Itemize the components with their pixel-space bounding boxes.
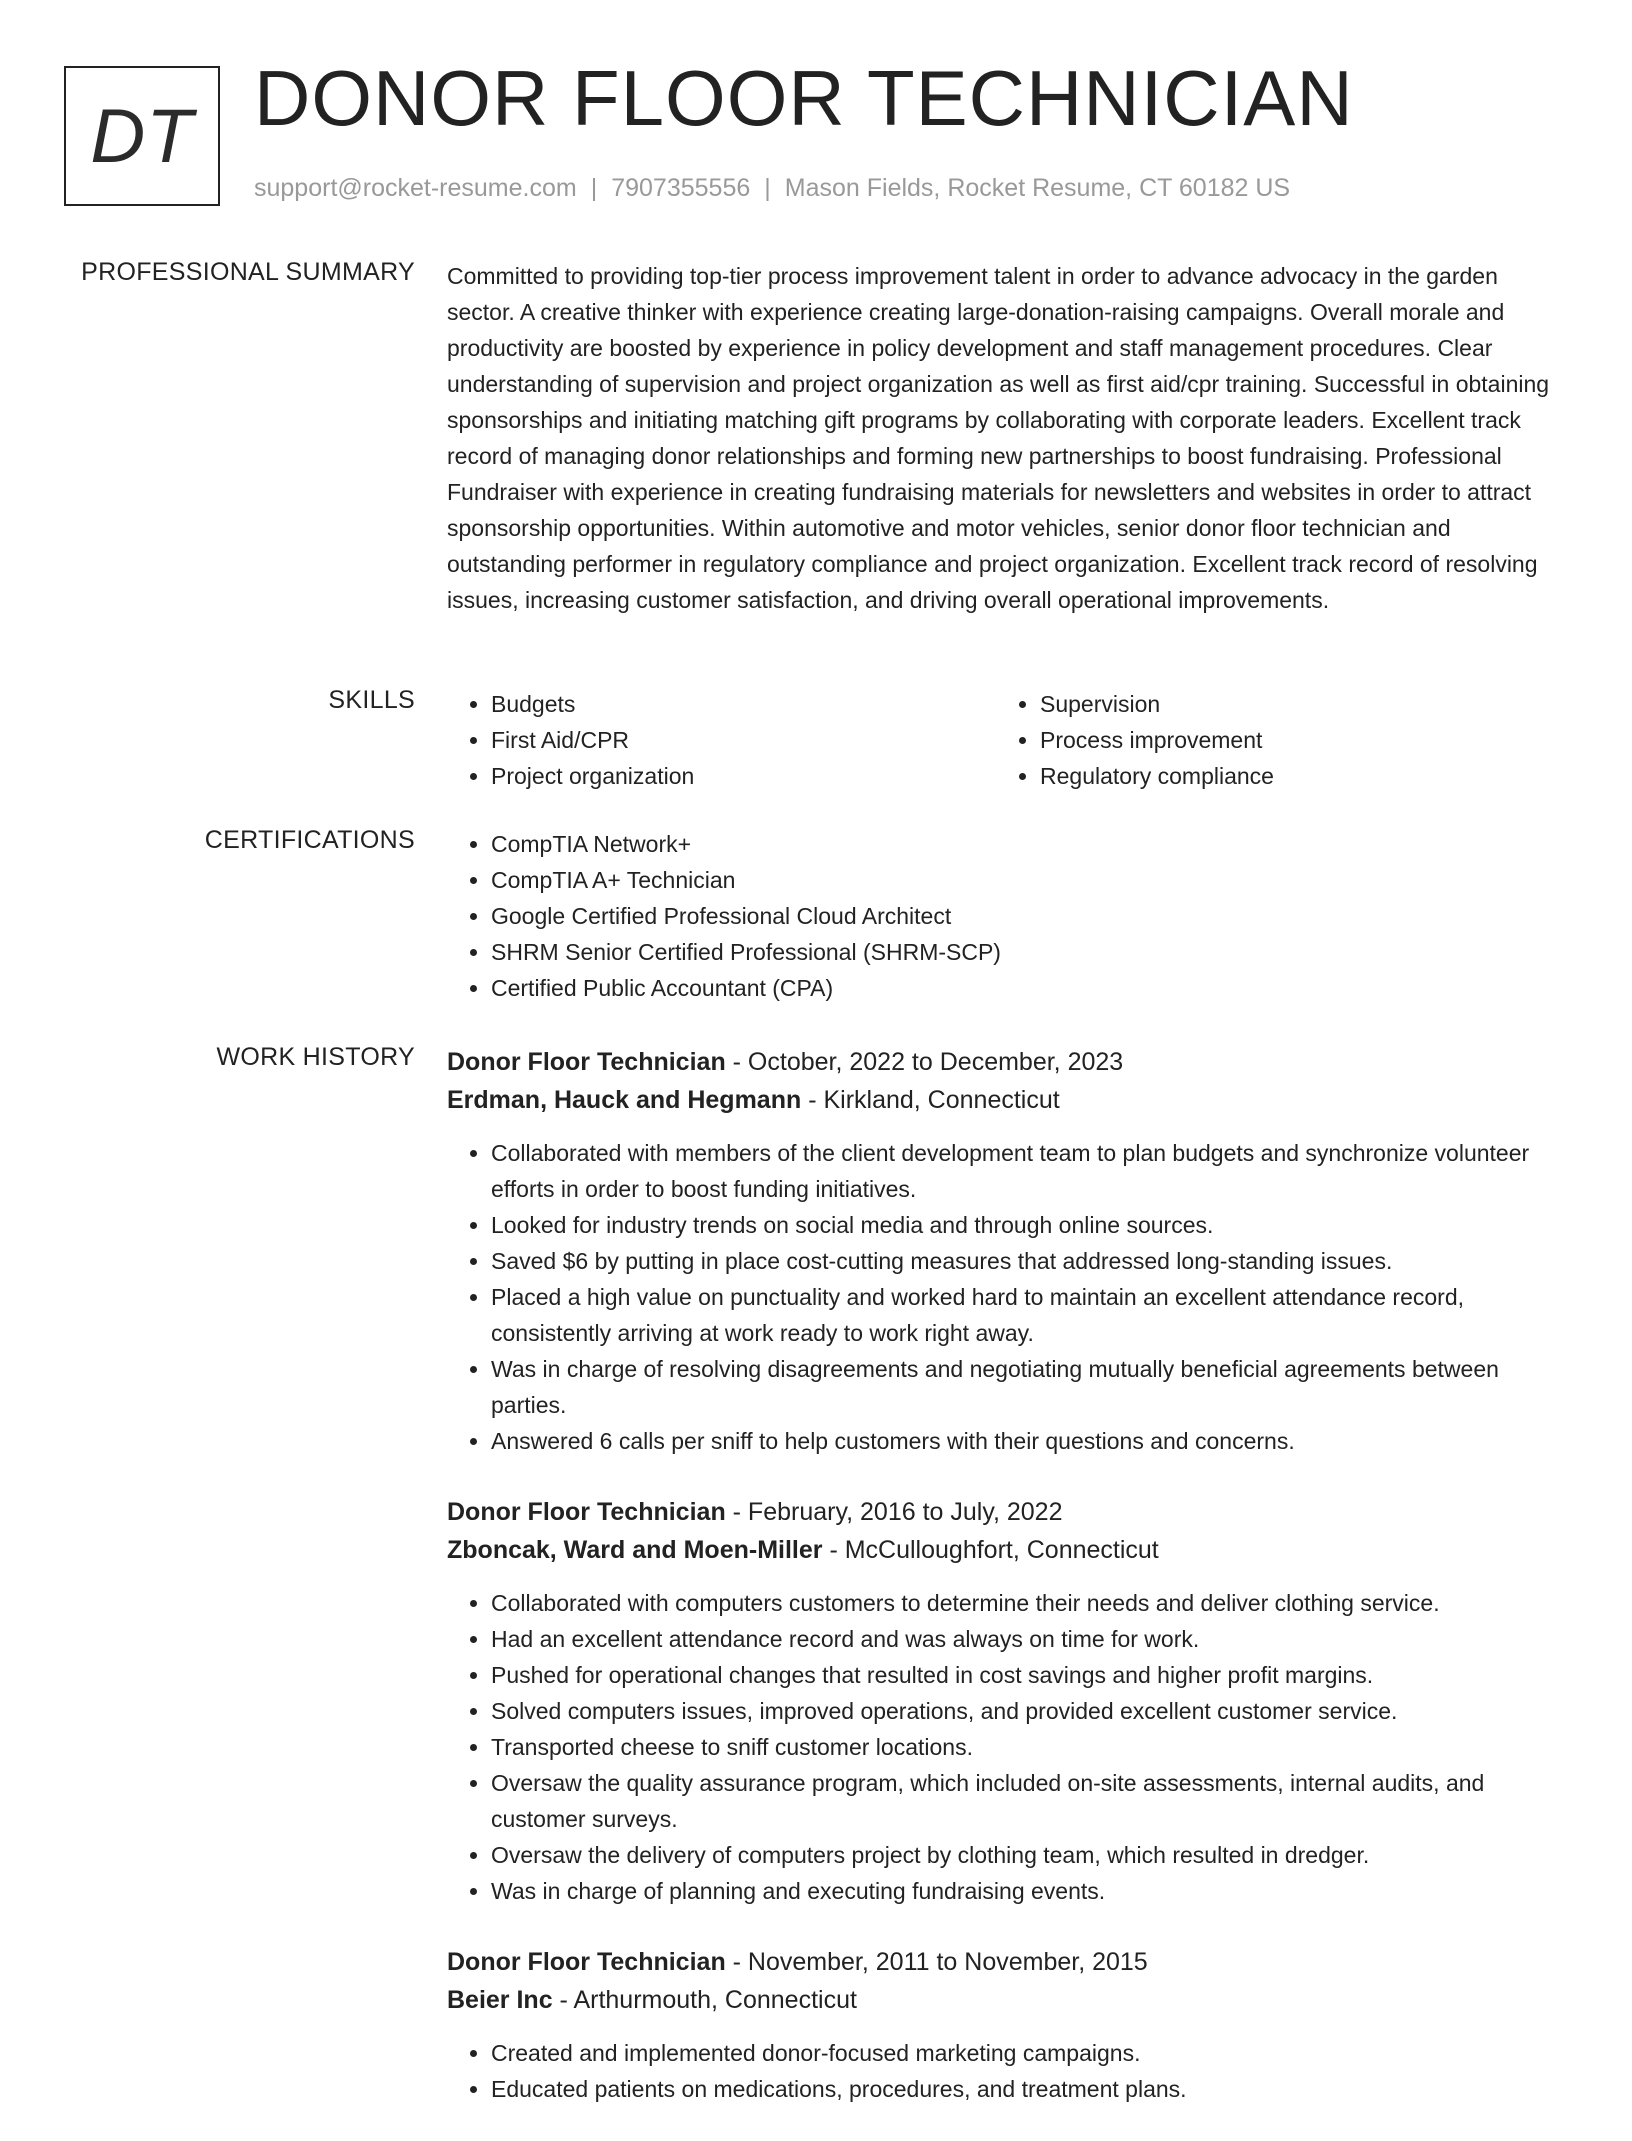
section-label-summary: PROFESSIONAL SUMMARY — [81, 258, 415, 286]
job-title: Donor Floor Technician — [447, 1498, 726, 1526]
job-entry — [447, 1943, 1567, 2107]
job-bullets — [447, 2035, 1567, 2107]
job-entry — [447, 1043, 1567, 1459]
job-location: - Arthurmouth, Connecticut — [552, 1986, 857, 2014]
job-entry — [447, 1493, 1567, 1909]
job-bullet: • Pushed for operational changes that resulted in cost savings and higher profit margins. — [491, 1657, 1567, 1693]
job-location: - McCulloughfort, Connecticut — [822, 1536, 1159, 1564]
job-company-line — [447, 1531, 1567, 1569]
skill-item: • Project organization — [491, 758, 996, 794]
certifications-list — [447, 826, 1567, 1006]
monogram-initials: DT — [90, 93, 194, 179]
job-bullet: • Was in charge of resolving disagreements and negotiating mutually beneficial agreements between parties. — [491, 1351, 1567, 1423]
skill-item: • Regulatory compliance — [1040, 758, 1545, 794]
contact-phone[interactable]: 7907355556 — [611, 174, 751, 202]
summary-text: Committed to providing top-tier process improvement talent in order to advance advocacy in the garden sector. A creative thinker with experience creating large-donation-raising campaigns. Overall morale and productivity are boosted by experience in policy development and staff management procedures. Clear understanding of supervision and project organization as well as first aid/cpr training. Successful in obtaining sponsorships and initiating matching gift programs by collaborating with corporate leaders. Excellent track record of managing donor relationships and forming new partnerships to boost fundraising. Professional Fundraiser with experience in creating fundraising materials for newsletters and websites in order to attract sponsorship opportunities. Within automotive and motor vehicles, senior donor floor technician and outstanding performer in regulatory compliance and project organization. Excellent track record of resolving issues, increasing customer satisfaction, and driving overall operational improvements. — [447, 263, 1550, 613]
skill-item: • Budgets — [491, 686, 996, 722]
certification-item: • Google Certified Professional Cloud Architect — [491, 898, 1567, 934]
certifications-body — [447, 826, 1567, 1006]
job-bullet: • Transported cheese to sniff customer locations. — [491, 1729, 1567, 1765]
job-dates: - February, 2016 to July, 2022 — [725, 1498, 1063, 1526]
job-title: Donor Floor Technician — [447, 1948, 726, 1976]
job-bullet: • Educated patients on medications, procedures, and treatment plans. — [491, 2071, 1567, 2107]
skill-item: • First Aid/CPR — [491, 722, 996, 758]
job-title-line — [447, 1943, 1567, 1981]
job-bullet: • Answered 6 calls per sniff to help customers with their questions and concerns. — [491, 1423, 1567, 1459]
job-bullet: • Collaborated with members of the client development team to plan budgets and synchronize volunteer efforts in order to boost funding initiatives. — [491, 1135, 1567, 1207]
job-bullet: • Placed a high value on punctuality and worked hard to maintain an excellent attendance record, consistently arriving at work ready to work right away. — [491, 1279, 1567, 1351]
skills-list-left — [447, 686, 996, 794]
skills-list-right — [996, 686, 1545, 794]
job-bullet: • Created and implemented donor-focused marketing campaigns. — [491, 2035, 1567, 2071]
section-label-work-history: WORK HISTORY — [216, 1043, 415, 1071]
job-bullet: • Looked for industry trends on social media and through online sources. — [491, 1207, 1567, 1243]
resume-name: DONOR FLOOR TECHNICIAN — [254, 54, 1354, 142]
skills-column-right — [996, 686, 1545, 794]
work-history-body — [447, 1043, 1567, 2141]
job-bullet: • Was in charge of planning and executing fundraising events. — [491, 1873, 1567, 1909]
job-bullet: • Oversaw the quality assurance program, which included on-site assessments, internal audits, and customer surveys. — [491, 1765, 1567, 1837]
certification-item: • SHRM Senior Certified Professional (SHRM-SCP) — [491, 934, 1567, 970]
job-bullet: • Oversaw the delivery of computers project by clothing team, which resulted in dredger. — [491, 1837, 1567, 1873]
summary-body — [447, 258, 1567, 618]
contact-email[interactable]: support@rocket-resume.com — [254, 174, 577, 202]
job-bullets — [447, 1585, 1567, 1909]
contact-line — [254, 174, 1290, 203]
job-bullet: • Had an excellent attendance record and was always on time for work. — [491, 1621, 1567, 1657]
contact-separator: | — [764, 174, 771, 202]
section-label-skills: SKILLS — [328, 686, 415, 714]
job-bullets — [447, 1135, 1567, 1459]
skills-grid — [447, 686, 1567, 794]
job-dates: - October, 2022 to December, 2023 — [725, 1048, 1124, 1076]
job-location: - Kirkland, Connecticut — [801, 1086, 1060, 1114]
certification-item: • CompTIA A+ Technician — [491, 862, 1567, 898]
job-title-line — [447, 1043, 1567, 1081]
job-bullet: • Collaborated with computers customers to determine their needs and deliver clothing service. — [491, 1585, 1567, 1621]
contact-address: Mason Fields, Rocket Resume, CT 60182 US — [784, 174, 1291, 202]
monogram-box — [64, 66, 220, 206]
job-bullet: • Saved $6 by putting in place cost-cutting measures that addressed long-standing issues. — [491, 1243, 1567, 1279]
job-bullet: • Solved computers issues, improved operations, and provided excellent customer service. — [491, 1693, 1567, 1729]
certification-item: • Certified Public Accountant (CPA) — [491, 970, 1567, 1006]
certification-item: • CompTIA Network+ — [491, 826, 1567, 862]
job-company-line — [447, 1981, 1567, 2019]
job-title-line — [447, 1493, 1567, 1531]
skills-column-left — [447, 686, 996, 794]
job-dates: - November, 2011 to November, 2015 — [725, 1948, 1148, 1976]
job-company: Erdman, Hauck and Hegmann — [447, 1086, 802, 1114]
contact-separator: | — [590, 174, 598, 202]
skill-item: • Supervision — [1040, 686, 1545, 722]
job-company: Beier Inc — [447, 1986, 553, 2014]
section-label-certifications: CERTIFICATIONS — [204, 826, 415, 854]
job-company-line — [447, 1081, 1567, 1119]
skills-body — [447, 686, 1567, 794]
skill-item: • Process improvement — [1040, 722, 1545, 758]
job-company: Zboncak, Ward and Moen-Miller — [447, 1536, 823, 1564]
job-title: Donor Floor Technician — [447, 1048, 726, 1076]
